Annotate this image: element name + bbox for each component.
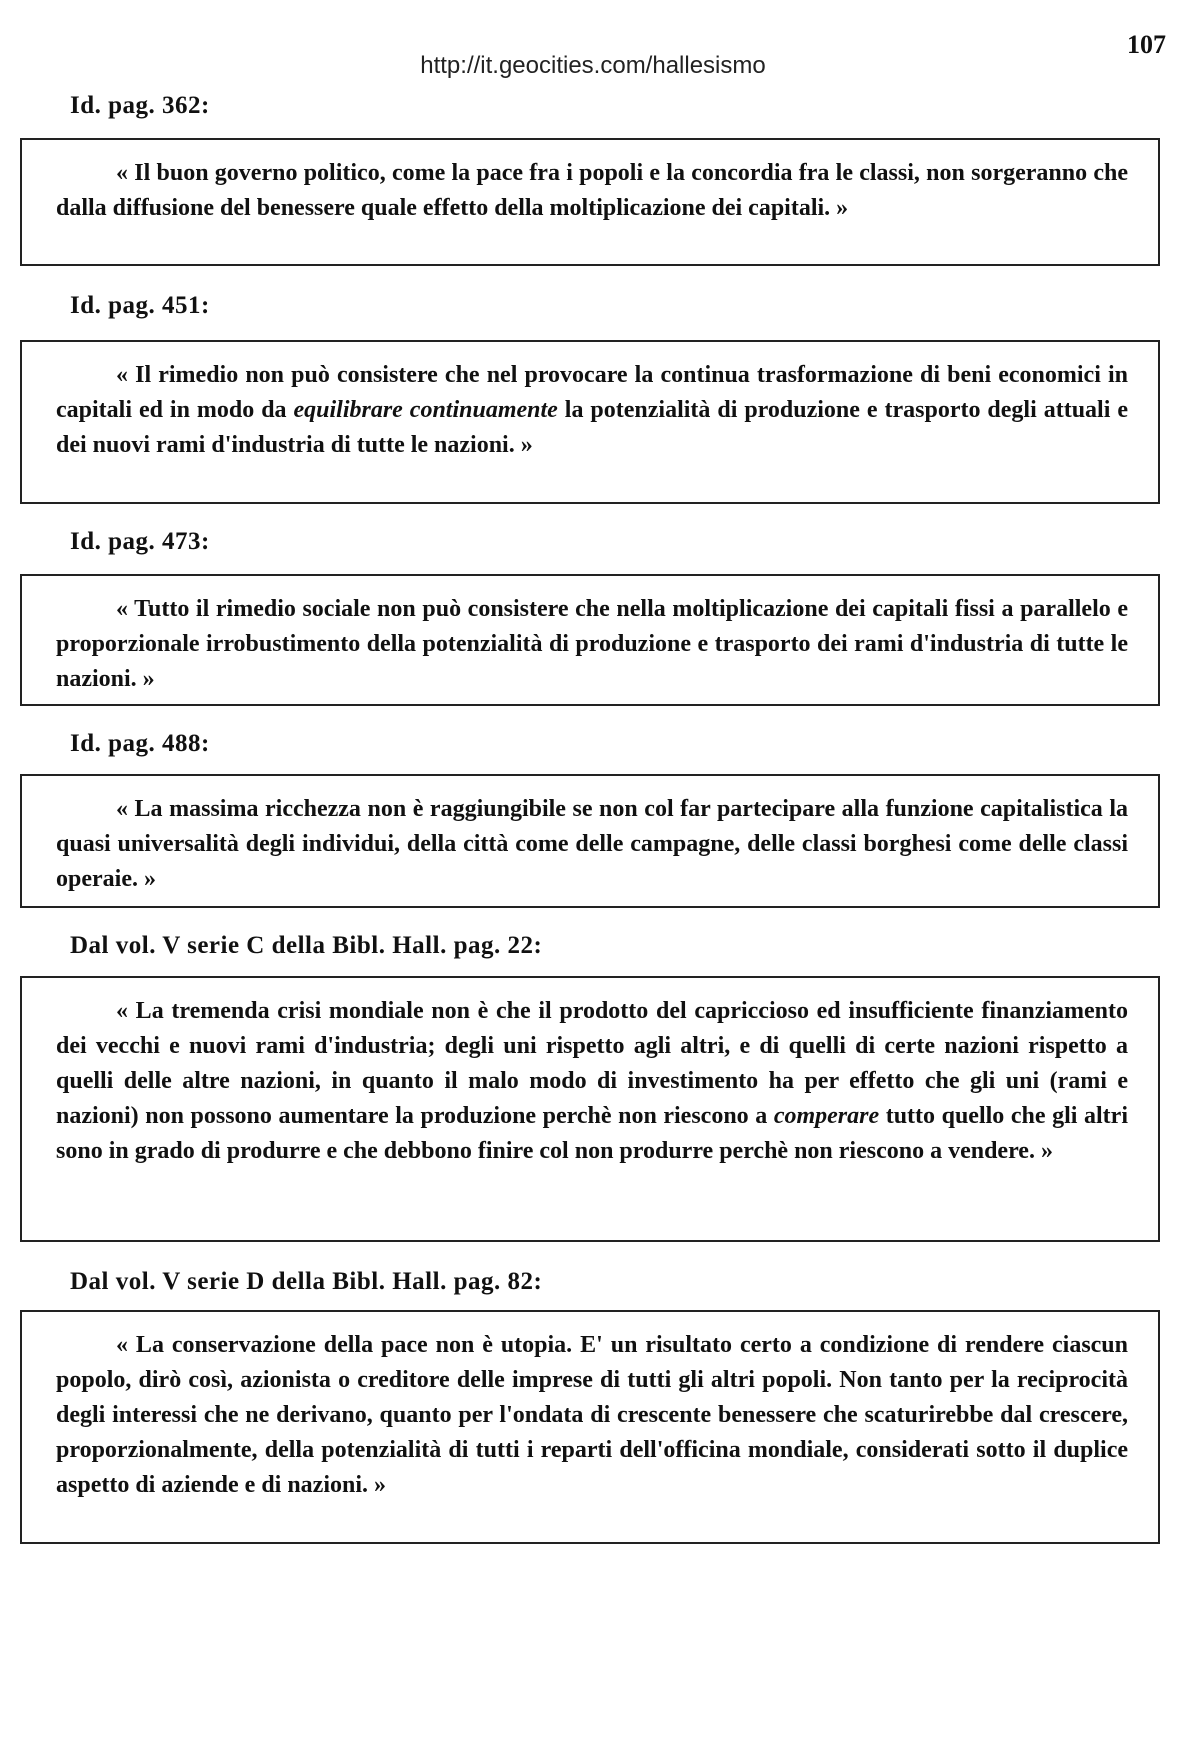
citation-heading-5: Dal vol. V serie C della Bibl. Hall. pag. 22: bbox=[70, 932, 543, 959]
citation-heading-2: Id. pag. 451: bbox=[70, 292, 210, 319]
citation-heading-4: Id. pag. 488: bbox=[70, 730, 210, 757]
quote-text-5 bbox=[56, 994, 1128, 1169]
quote-text-5-end: tutto quello che gli altri sono in grado di produrre e che debbono finire col non produrre perchè non riescono a vendere. » bbox=[56, 1103, 1128, 1164]
quote-text-4: « La massima ricchezza non è raggiungibile se non col far partecipare alla funzione capitalistica la quasi universalità degli individui, della città come delle campagne, delle classi borghesi come delle classi operaie. » bbox=[56, 796, 1128, 892]
citation-heading-6: Dal vol. V serie D della Bibl. Hall. pag. 82: bbox=[70, 1268, 543, 1295]
quote-text-1: « Il buon governo politico, come la pace fra i popoli e la concordia fra le classi, non sorgeranno che dalla diffusione del benessere quale effetto della moltiplicazione dei capitali. » bbox=[56, 160, 1128, 221]
quote-text-2-end: la potenzialità di produzione e trasporto degli attuali e dei nuovi rami d'industria di tutte le nazioni. » bbox=[56, 397, 1129, 458]
quote-text-6: « La conservazione della pace non è utopia. E' un risultato certo a condizione di rendere ciascun popolo, dirò così, azionista o creditore delle imprese di tutti gli altri popoli. Non tanto per la reciprocità degli interessi che ne derivano, quanto per l'ondata di crescente benessere che scaturirebbe dal crescere, proporzionalmente, della potenzialità di tutti i reparti dell'officina mondiale, considerati sotto il duplice aspetto di aziende e di nazioni. » bbox=[56, 1332, 1128, 1498]
quote-box-6 bbox=[20, 1310, 1160, 1544]
quote-box-4 bbox=[20, 774, 1160, 908]
quote-box-2 bbox=[20, 340, 1160, 504]
quote-text-3: « Tutto il rimedio sociale non può consistere che nella moltiplicazione dei capitali fissi a parallelo e proporzionale irrobustimento della potenzialità di produzione e trasporto dei rami d'industria di tutte le nazioni. » bbox=[56, 596, 1128, 692]
citation-heading-1: Id. pag. 362: bbox=[70, 92, 210, 119]
quote-text-5-start: « La tremenda crisi mondiale non è che il prodotto del capriccioso ed insufficiente finanziamento dei vecchi e nuovi rami d'industria; degli uni rispetto agli altri, e di quelli di certe nazioni rispetto a quelli delle altre nazioni, in quanto il malo modo di investimento ha per effetto che gli uni (rami e nazioni) non possono aumentare la produzione perchè non riescono a bbox=[56, 998, 1128, 1129]
page-number: 107 bbox=[1127, 30, 1166, 59]
citation-heading-3: Id. pag. 473: bbox=[70, 528, 210, 555]
source-url: http://it.geocities.com/hallesismo bbox=[420, 52, 766, 79]
quote-text-2-emphasis: equilibrare continuamente bbox=[293, 397, 558, 423]
quote-text-2-start: « Il rimedio non può consistere che nel provocare la continua trasformazione di beni economici in capitali ed in modo da bbox=[56, 362, 1128, 423]
quote-box-3 bbox=[20, 574, 1160, 706]
quote-text-5-emphasis: comperare bbox=[773, 1103, 880, 1129]
quote-box-5 bbox=[20, 976, 1160, 1242]
quote-box-1 bbox=[20, 138, 1160, 266]
quote-text-2 bbox=[56, 358, 1128, 463]
